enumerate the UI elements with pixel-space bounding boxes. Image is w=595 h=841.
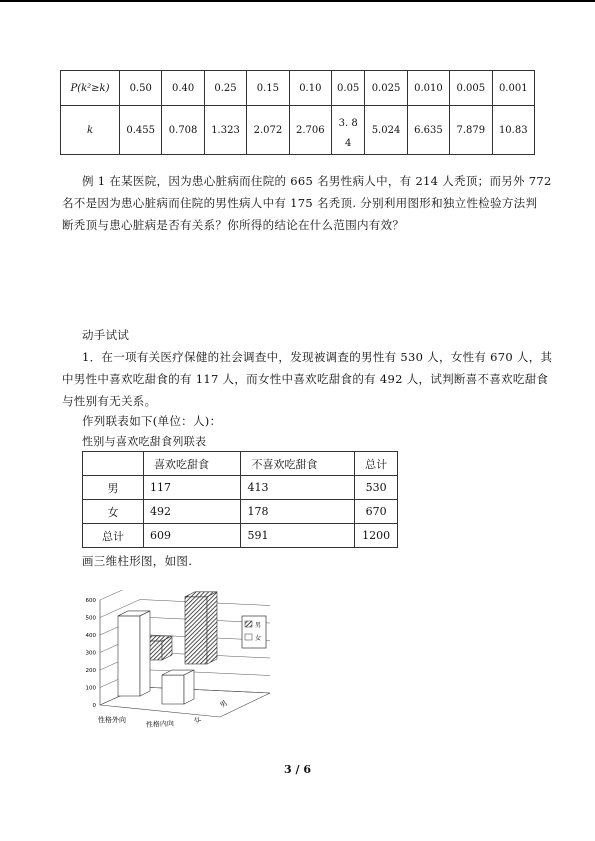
table-cell: 1.323 [204, 106, 246, 155]
y-tick-label: 100 [85, 685, 96, 692]
figure-caption: 画三维柱形图，如图. [82, 554, 193, 568]
table-cell: 0.005 [450, 71, 492, 106]
y-tick-label: 500 [85, 615, 96, 622]
table-row [83, 476, 398, 500]
table-cell: 3. 8 4 [332, 106, 365, 155]
table-cell [83, 452, 144, 476]
table-cell: 492 [144, 500, 241, 524]
critical-value-table [60, 70, 535, 155]
table-cell: 喜欢吃甜食 [144, 452, 241, 476]
row-label: k [61, 106, 120, 155]
table-cell: 2.072 [247, 106, 289, 155]
table-cell: 女 [83, 500, 144, 524]
table-cell: 1200 [355, 524, 398, 548]
chart-legend [242, 616, 266, 648]
problem-line: 1．在一项有关医疗保健的社会调查中，发现被调查的男性有 530 人，女性有 670 人，其 [82, 350, 553, 364]
table-cell: 0.025 [365, 71, 407, 106]
example-line: 名不是因为患心脏病而住院的男性病人中有 175 名秃顶. 分别利用图形和独立性检验方法判 [62, 196, 538, 210]
table-cell: 10.83 [492, 106, 534, 155]
y-tick-label: 300 [85, 650, 96, 657]
table-cell: 0.50 [120, 71, 162, 106]
contingency-table [82, 451, 398, 548]
table-cell: 5.024 [365, 106, 407, 155]
table-cell: 0.010 [407, 71, 449, 106]
chart-bars [118, 592, 217, 704]
table-cell: 413 [241, 476, 355, 500]
top-rule [0, 0, 595, 2]
grid-line [100, 590, 140, 600]
x-label-1: 性格外向 [98, 716, 126, 724]
table-cell: 117 [144, 476, 241, 500]
section-heading: 动手试试 [82, 328, 130, 342]
legend-swatch-male [245, 621, 252, 627]
table-cell: 0.708 [162, 106, 204, 155]
table-cell: 2.706 [289, 106, 331, 155]
grid-line [140, 670, 270, 676]
table-title: 性别与喜欢吃甜食列联表 [82, 435, 207, 448]
x-label-2: 性格内向 [145, 719, 175, 729]
table-cell: 178 [241, 500, 355, 524]
table-cell: 总计 [83, 524, 144, 548]
table-cell: 0.05 [332, 71, 365, 106]
z-label-female: 女 [192, 715, 203, 726]
table-cell: 0.10 [289, 71, 331, 106]
table-cell: 男 [83, 476, 144, 500]
example-line: 例 1 在某医院，因为患心脏病而住院的 665 名男性病人中，有 214 人秃顶；而另外 772 [82, 174, 552, 188]
page-number: 3 / 6 [284, 763, 311, 776]
legend-label-female: 女 [255, 635, 262, 642]
z-label-male: 男 [218, 699, 229, 710]
problem-line: 与性别有无关系。 [62, 394, 157, 408]
y-tick-label: 0 [92, 703, 96, 709]
example-line: 断秃顶与患心脏病是否有关系？你所得的结论在什么范围内有效？ [62, 218, 405, 232]
table-cell: 530 [355, 476, 398, 500]
legend-label-male: 男 [255, 622, 262, 629]
table-row [83, 524, 398, 548]
table-row [83, 500, 398, 524]
problem-line: 作列联表如下(单位：人)： [82, 414, 222, 428]
table-cell: 609 [144, 524, 241, 548]
table-cell: 0.25 [204, 71, 246, 106]
bar-男-1 [185, 592, 217, 664]
y-tick-label: 200 [85, 668, 96, 674]
y-axis-ticks [86, 598, 97, 709]
problem-line: 中男性中喜欢吃甜食的有 117 人，而女性中喜欢吃甜食的有 492 人，试判断喜不喜欢吃甜食 [62, 372, 549, 386]
table-cell: 591 [241, 524, 355, 548]
table-cell: 不喜欢吃甜食 [241, 452, 355, 476]
legend-swatch-female [245, 634, 252, 640]
table-cell: 6.635 [407, 106, 449, 155]
y-tick-label: 400 [85, 633, 96, 639]
table-cell: 0.40 [162, 71, 204, 106]
table-cell: 0.15 [247, 71, 289, 106]
table-cell: 7.879 [450, 106, 492, 155]
bar-chart-3d [70, 590, 290, 730]
table-row [83, 452, 398, 476]
table-cell: 0.455 [120, 106, 162, 155]
table-row [61, 71, 535, 106]
table-cell: 670 [355, 500, 398, 524]
table-row [61, 106, 535, 155]
row-label: P(k²≥k) [61, 71, 120, 106]
bar-女-1 [162, 670, 194, 704]
table-cell: 总计 [355, 452, 398, 476]
y-tick-label: 600 [85, 598, 96, 604]
bar-女-0 [118, 611, 150, 696]
table-cell: 0.001 [492, 71, 534, 106]
